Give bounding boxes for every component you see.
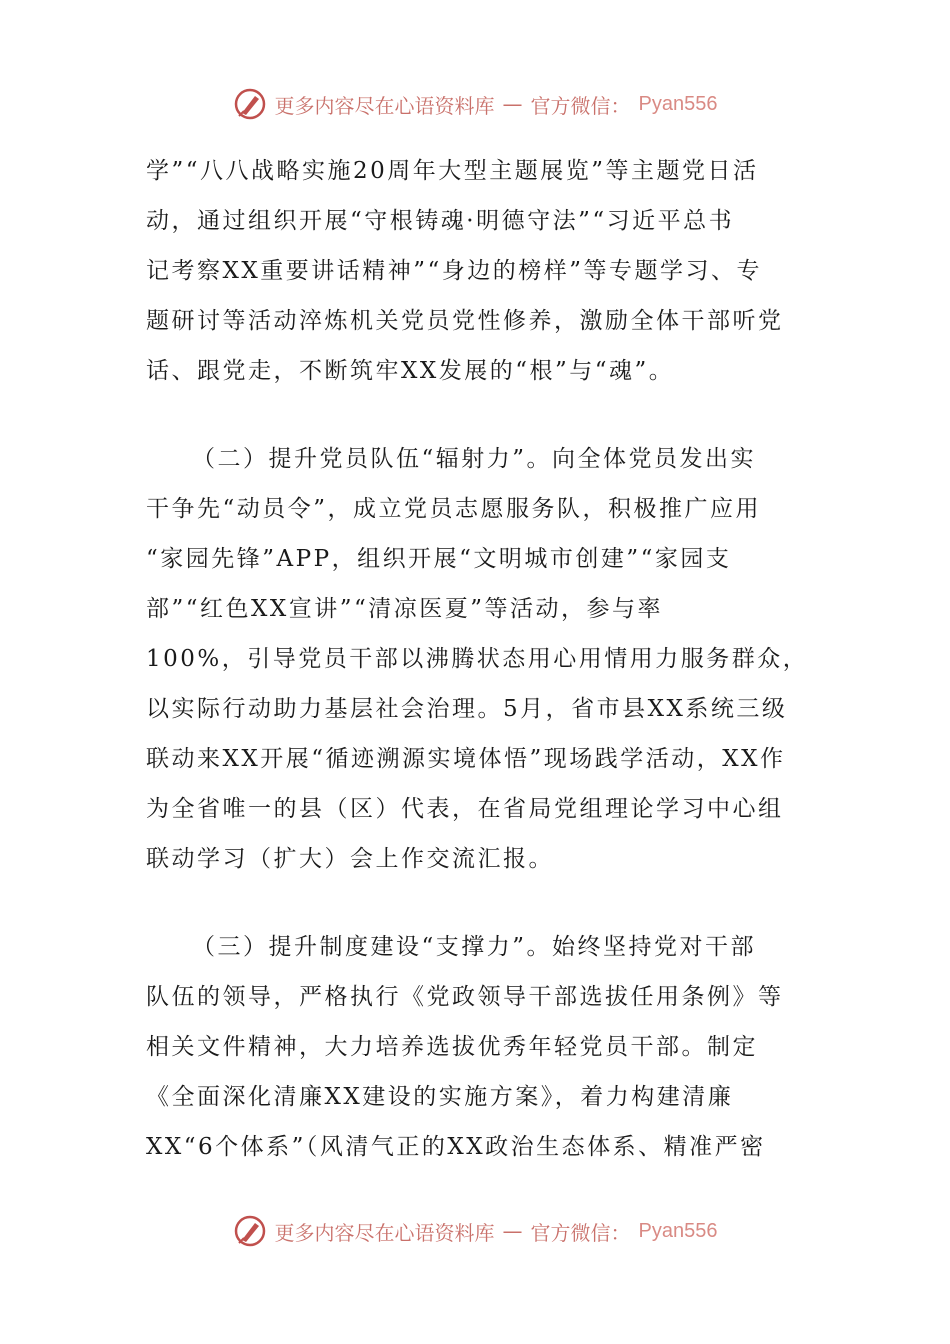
text-line: 《全面深化清廉XX建设的实施方案》，着力构建清廉: [146, 1084, 734, 1110]
text-line: 100%，引导党员干部以沸腾状态用心用情用力服务群众，: [146, 646, 809, 672]
watermark-separator: —: [502, 1219, 523, 1243]
watermark-label: 官方微信：: [530, 93, 631, 118]
text-line: 话、跟党走，不断筑牢XX发展的“根”与“魂”。: [146, 358, 675, 384]
text-line: 队伍的领导，严格执行《党政领导干部选拔任用条例》等: [146, 984, 784, 1010]
text-line: 联动学习（扩大）会上作交流汇报。: [146, 846, 554, 872]
paragraph-gap: [146, 396, 806, 434]
paragraph-3: [146, 922, 806, 1172]
text-line: （三）提升制度建设“支撑力”。始终坚持党对干部: [192, 934, 757, 960]
text-line: 题研讨等活动淬炼机关党员党性修养，激励全体干部听党: [146, 308, 784, 334]
text-line: 学”“八八战略实施20周年大型主题展览”等主题党日活: [146, 158, 759, 184]
quill-logo-icon: [233, 1214, 267, 1248]
watermark-label: 官方微信：: [530, 1220, 631, 1245]
watermark-main-text: 更多内容尽在心语资料库: [274, 1220, 495, 1245]
header-watermark: [0, 84, 950, 124]
text-line: 相关文件精神，大力培养选拔优秀年轻党员干部。制定: [146, 1034, 758, 1060]
text-line: 记考察XX重要讲话精神”“身边的榜样”等专题学习、专: [146, 258, 763, 284]
watermark-separator: —: [502, 92, 523, 116]
watermark-handle: Pyan556: [638, 92, 718, 115]
document-body: [146, 146, 809, 1172]
paragraph-gap: [146, 884, 806, 922]
watermark-main-text: 更多内容尽在心语资料库: [274, 93, 495, 118]
text-line: （二）提升党员队伍“辐射力”。向全体党员发出实: [192, 446, 757, 472]
text-line: 部”“红色XX宣讲”“清凉医夏”等活动，参与率: [146, 596, 664, 622]
paragraph-1: [146, 146, 806, 396]
text-line: 为全省唯一的县（区）代表，在省局党组理论学习中心组: [146, 796, 784, 822]
text-line: 动，通过组织开展“守根铸魂·明德守法”“习近平总书: [146, 208, 735, 234]
text-line: 以实际行动助力基层社会治理。5月，省市县XX系统三级: [146, 696, 788, 722]
paragraph-2: [146, 434, 809, 884]
watermark-handle: Pyan556: [638, 1219, 718, 1242]
text-line: “家园先锋”APP，组织开展“文明城市创建”“家园支: [146, 546, 732, 572]
footer-watermark: [0, 1211, 950, 1251]
quill-logo-icon: [233, 87, 267, 121]
text-line: 干争先“动员令”，成立党员志愿服务队，积极推广应用: [146, 496, 762, 522]
text-line: XX“6个体系”（风清气正的XX政治生态体系、精准严密: [146, 1134, 766, 1160]
text-line: 联动来XX开展“循迹溯源实境体悟”现场践学活动，XX作: [146, 746, 786, 772]
